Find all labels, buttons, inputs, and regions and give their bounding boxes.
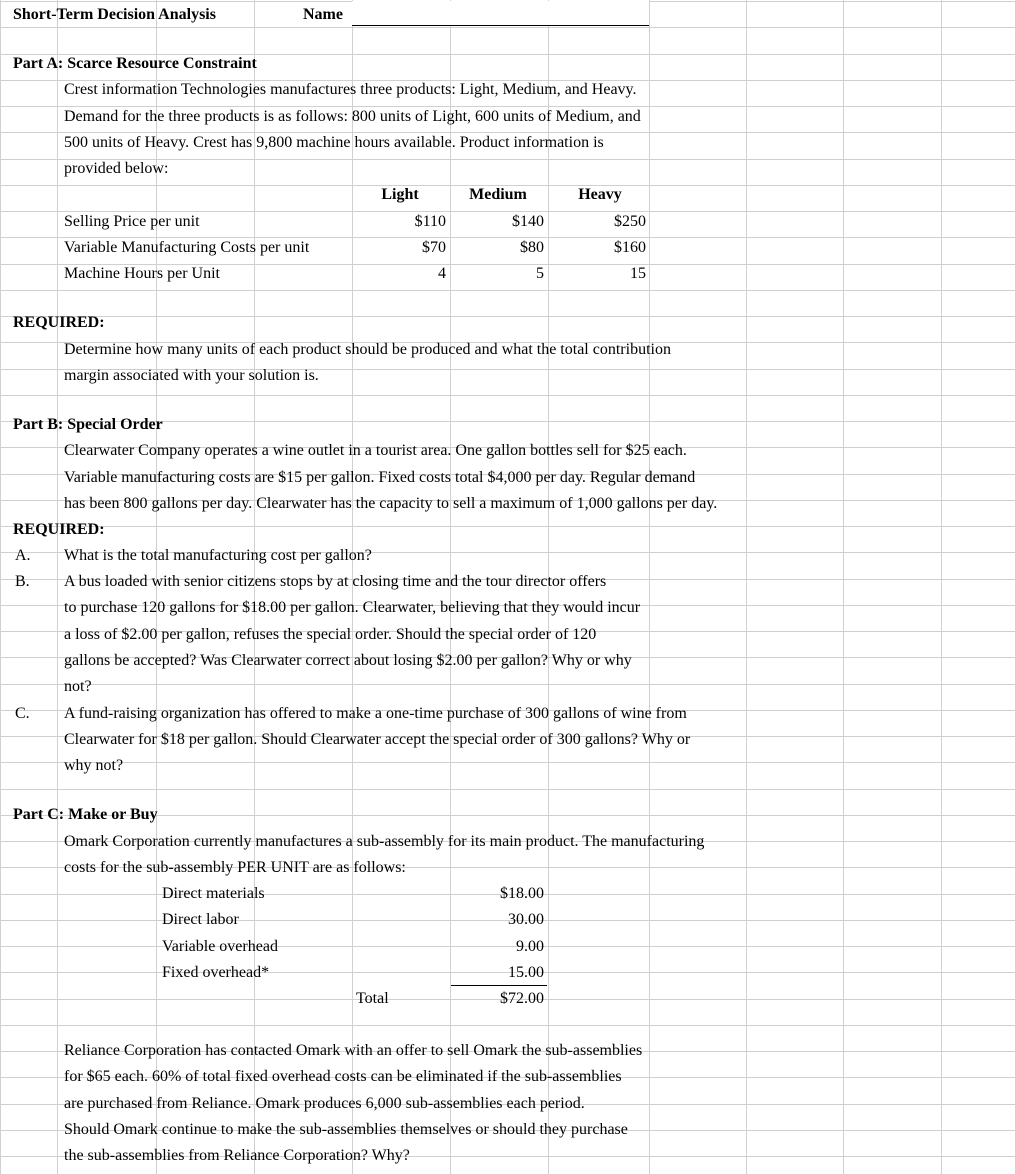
- question-text: Clearwater for $18 per gallon. Should Clearwater accept the special order of 300 gallons? Why or: [64, 731, 691, 748]
- part-a-desc-line: Crest information Technologies manufactures three products: Light, Medium, and Heavy.: [64, 81, 637, 98]
- cell-value: $80: [520, 239, 544, 256]
- column-header-medium: Medium: [469, 186, 527, 203]
- part-b-desc-line: Clearwater Company operates a wine outlet in a tourist area. One gallon bottles sell for $25 each.: [64, 442, 687, 459]
- cost-value: $18.00: [500, 885, 544, 902]
- part-c-desc-line: costs for the sub-assembly PER UNIT are as follows:: [64, 859, 406, 876]
- part-a-desc-line: provided below:: [64, 160, 169, 177]
- grid-row-line: [0, 789, 1016, 790]
- cell-value: 5: [536, 265, 544, 282]
- question-text: a loss of $2.00 per gallon, refuses the special order. Should the special order of 120: [64, 626, 597, 643]
- grid-row-line: [0, 106, 1016, 107]
- total-value: $72.00: [500, 990, 544, 1007]
- total-underline: [451, 985, 547, 986]
- row-label-machine-hours: Machine Hours per Unit: [64, 265, 220, 282]
- cost-label: Direct labor: [162, 911, 239, 928]
- column-header-light: Light: [381, 186, 419, 203]
- part-c-text-line: are purchased from Reliance. Omark produces 6,000 sub-assemblies each period.: [64, 1095, 585, 1112]
- grid-row-line: [0, 132, 1016, 133]
- cost-value: 15.00: [508, 964, 544, 981]
- cost-label: Fixed overhead*: [162, 964, 270, 981]
- part-c-text-line: for $65 each. 60% of total fixed overhead costs can be eliminated if the sub-assemblies: [64, 1068, 622, 1085]
- part-a-heading: Part A: Scarce Resource Constraint: [13, 55, 257, 72]
- name-underline: [352, 25, 649, 26]
- grid-row-line: [0, 316, 1016, 317]
- question-text: to purchase 120 gallons for $18.00 per gallon. Clearwater, believing that they would incur: [64, 599, 641, 616]
- grid-column-line: [57, 0, 58, 1174]
- cell-value: 15: [630, 265, 646, 282]
- grid-row-line: [0, 526, 1016, 527]
- grid-row-line: [0, 684, 1016, 685]
- grid-row-line: [0, 762, 1016, 763]
- question-text: A bus loaded with senior citizens stops by at closing time and the tour director offers: [64, 573, 607, 590]
- sheet-title: Short-Term Decision Analysis: [13, 6, 216, 23]
- part-c-desc-line: Omark Corporation currently manufactures a sub-assembly for its main product. The manufacturing: [64, 833, 705, 850]
- question-text: What is the total manufacturing cost per gallon?: [64, 547, 372, 564]
- grid-row-line: [0, 27, 1016, 28]
- cost-label: Direct materials: [162, 885, 265, 902]
- grid-column-line: [843, 0, 844, 1174]
- cell-value: $140: [512, 213, 544, 230]
- question-text: A fund-raising organization has offered to make a one-time purchase of 300 gallons of wine from: [64, 705, 687, 722]
- cell-value: 4: [438, 265, 446, 282]
- row-label-selling-price: Selling Price per unit: [64, 213, 200, 230]
- part-b-desc-line: has been 800 gallons per day. Clearwater has the capacity to sell a maximum of 1,000 gallons per day.: [64, 495, 718, 512]
- cell-value: $250: [614, 213, 646, 230]
- cost-value: 30.00: [508, 911, 544, 928]
- grid-row-line: [0, 211, 1016, 212]
- question-letter: C.: [15, 705, 30, 722]
- cost-value: 9.00: [516, 938, 544, 955]
- cost-label: Variable overhead: [162, 938, 278, 955]
- part-a-required-label: REQUIRED:: [13, 314, 105, 331]
- part-c-heading: Part C: Make or Buy: [13, 806, 158, 823]
- part-b-heading: Part B: Special Order: [13, 416, 163, 433]
- total-label: Total: [356, 990, 389, 1007]
- part-a-desc-line: Demand for the three products is as follows: 800 units of Light, 600 units of Medium, and: [64, 108, 641, 125]
- question-text: not?: [64, 678, 92, 695]
- part-c-text-line: Should Omark continue to make the sub-assemblies themselves or should they purchase: [64, 1121, 628, 1138]
- name-label: Name: [303, 6, 343, 23]
- part-c-text-line: the sub-assemblies from Reliance Corporation? Why?: [64, 1147, 410, 1164]
- question-text: why not?: [64, 757, 124, 774]
- grid-row-line: [0, 1025, 1016, 1026]
- column-header-heavy: Heavy: [578, 186, 622, 203]
- grid-row-line: [0, 237, 1016, 238]
- part-a-desc-line: 500 units of Heavy. Crest has 9,800 machine hours available. Product information is: [64, 134, 604, 151]
- cell-value: $160: [614, 239, 646, 256]
- grid-column-line: [746, 0, 747, 1174]
- question-text: gallons be accepted? Was Clearwater correct about losing $2.00 per gallon? Why or why: [64, 652, 632, 669]
- name-input[interactable]: [352, 1, 649, 26]
- cell-value: $70: [422, 239, 446, 256]
- row-label-variable-cost: Variable Manufacturing Costs per unit: [64, 239, 310, 256]
- grid-column-line: [0, 0, 1, 1174]
- part-c-text-line: Reliance Corporation has contacted Omark with an offer to sell Omark the sub-assemblies: [64, 1042, 643, 1059]
- part-a-required-text: Determine how many units of each product should be produced and what the total contribution: [64, 341, 671, 358]
- question-letter: A.: [15, 547, 31, 564]
- part-b-desc-line: Variable manufacturing costs are $15 per gallon. Fixed costs total $4,000 per day. Regular demand: [64, 469, 696, 486]
- grid-column-line: [649, 0, 650, 1174]
- part-a-required-text: margin associated with your solution is.: [64, 367, 319, 384]
- grid-row-line: [0, 290, 1016, 291]
- grid-row-line: [0, 395, 1016, 396]
- part-b-required-label: REQUIRED:: [13, 521, 105, 538]
- grid-column-line: [941, 0, 942, 1174]
- question-letter: B.: [15, 573, 30, 590]
- cell-value: $110: [414, 213, 446, 230]
